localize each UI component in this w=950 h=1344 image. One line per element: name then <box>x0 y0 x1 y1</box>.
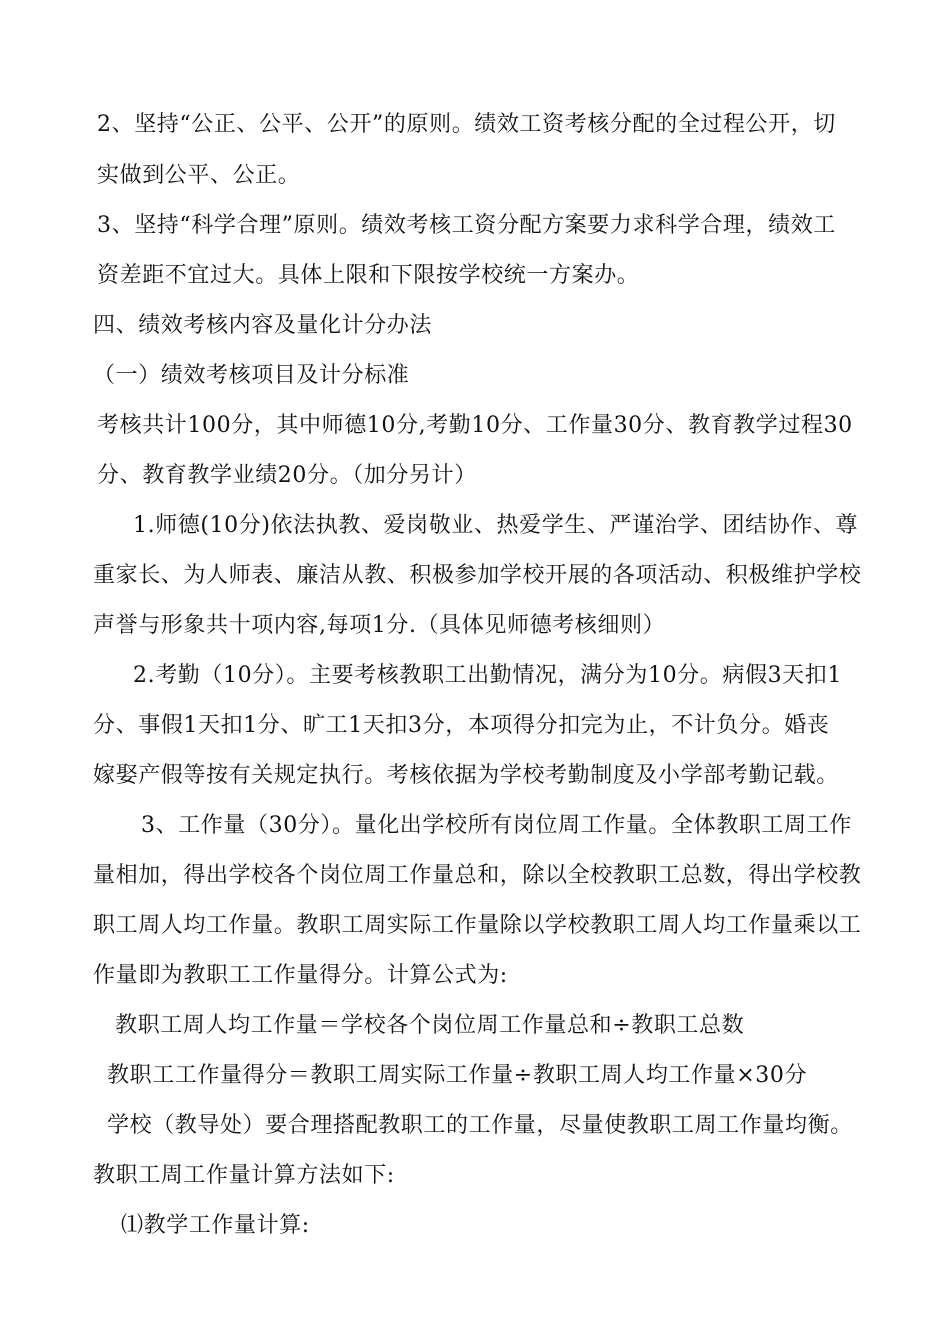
paragraph-line: 2.考勤（10分）。主要考核教职工出勤情况，满分为10分。病假3天扣1 <box>133 663 842 688</box>
paragraph-line: 声誉与形象共十项内容,每项1分.（具体见师德考核细则） <box>93 613 666 638</box>
paragraph-line: 分、教育教学业绩20分。（加分另计） <box>97 463 477 488</box>
paragraph-line: 学校（教导处）要合理搭配教职工的工作量，尽量使教职工周工作量均衡。 <box>107 1113 853 1138</box>
section-heading: 四、绩效考核内容及量化计分办法 <box>93 313 433 338</box>
paragraph-line: 1.师德(10分)依法执教、爱岗敬业、热爱学生、严谨治学、团结协作、尊 <box>133 513 859 538</box>
subsection-heading: （一）绩效考核项目及计分标准 <box>93 363 410 388</box>
paragraph-line: 考核共计100分，其中师德10分,考勤10分、工作量30分、教育教学过程30 <box>97 413 853 438</box>
paragraph-line: 3、坚持“科学合理”原则。绩效考核工资分配方案要力求科学合理，绩效工 <box>97 213 836 238</box>
paragraph-line: 资差距不宜过大。具体上限和下限按学校统一方案办。 <box>97 263 640 288</box>
paragraph-line: 3、工作量（30分）。量化出学校所有岗位周工作量。全体教职工周工作 <box>141 813 852 838</box>
paragraph-line: 实做到公平、公正。 <box>97 163 301 188</box>
paragraph-line: 教职工周工作量计算方法如下: <box>93 1163 395 1188</box>
paragraph-line: 量相加，得出学校各个岗位周工作量总和，除以全校教职工总数，得出学校教 <box>93 863 862 888</box>
paragraph-line: 嫁娶产假等按有关规定执行。考核依据为学校考勤制度及小学部考勤记载。 <box>93 763 839 788</box>
paragraph-line: 2、坚持“公正、公平、公开”的原则。绩效工资考核分配的全过程公开，切 <box>97 112 836 137</box>
paragraph-line: 职工周人均工作量。教职工周实际工作量除以学校教职工周人均工作量乘以工 <box>93 913 862 938</box>
formula-line: 教职工工作量得分＝教职工周实际工作量÷教职工周人均工作量×30分 <box>107 1063 808 1088</box>
paragraph-line: 作量即为教职工工作量得分。计算公式为: <box>93 963 508 988</box>
formula-line: 教职工周人均工作量＝学校各个岗位周工作量总和÷教职工总数 <box>115 1013 745 1038</box>
list-item-heading: ⑴教学工作量计算: <box>121 1213 310 1238</box>
paragraph-line: 重家长、为人师表、廉洁从教、积极参加学校开展的各项活动、积极维护学校 <box>93 563 862 588</box>
paragraph-line: 分、事假1天扣1分、旷工1天扣3分，本项得分扣完为止，不计负分。婚丧 <box>93 713 830 738</box>
